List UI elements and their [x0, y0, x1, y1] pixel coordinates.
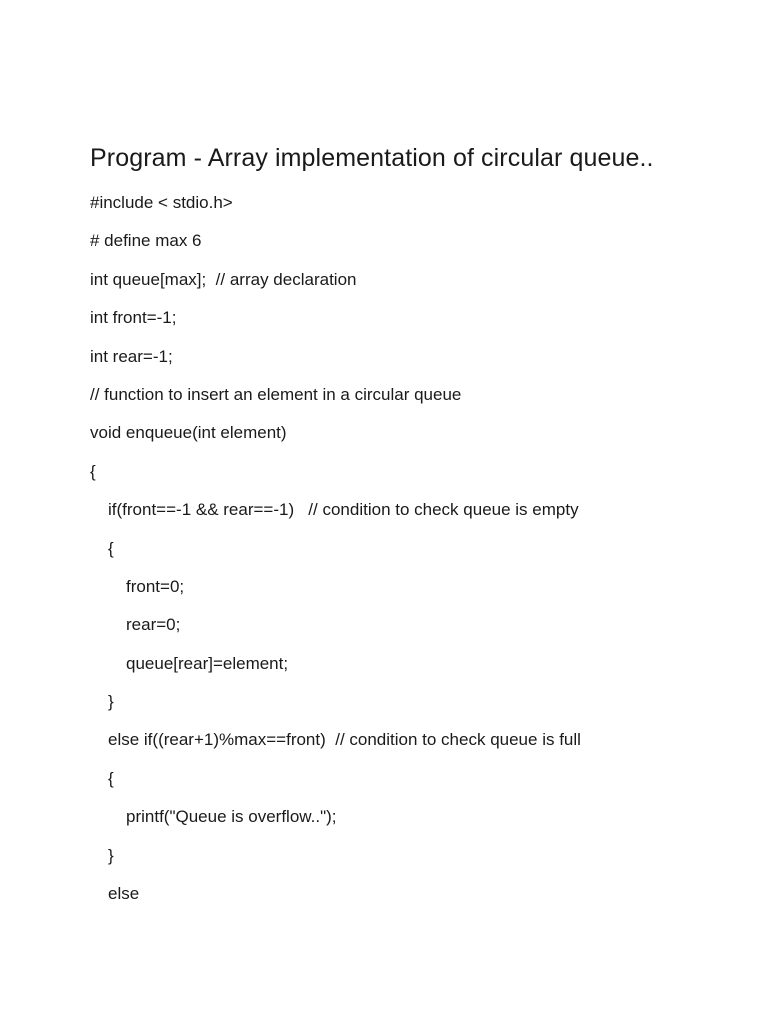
code-line: int queue[max]; // array declaration: [90, 269, 357, 289]
document-title: Program - Array implementation of circular queue..: [90, 144, 654, 172]
code-listing: [90, 190, 581, 919]
code-line: printf("Queue is overflow..");: [126, 807, 337, 827]
code-line: {: [108, 768, 114, 788]
code-line: // function to insert an element in a circular queue: [90, 384, 462, 404]
code-line: }: [108, 692, 114, 712]
code-line: void enqueue(int element): [90, 423, 287, 443]
code-line: int rear=-1;: [90, 346, 173, 366]
code-line: #include < stdio.h>: [90, 193, 233, 212]
code-line: rear=0;: [126, 615, 181, 635]
code-line: }: [108, 845, 114, 865]
code-line: queue[rear]=element;: [126, 653, 289, 673]
code-line: int front=-1;: [90, 308, 177, 328]
code-line: else if((rear+1)%max==front) // condition to check queue is full: [108, 730, 581, 750]
code-line: else: [108, 884, 140, 904]
code-line: {: [90, 461, 96, 481]
code-line: front=0;: [126, 576, 185, 596]
code-line: {: [108, 538, 114, 558]
code-line: if(front==-1 && rear==-1) // condition to check queue is empty: [108, 500, 579, 520]
code-line: # define max 6: [90, 231, 202, 251]
